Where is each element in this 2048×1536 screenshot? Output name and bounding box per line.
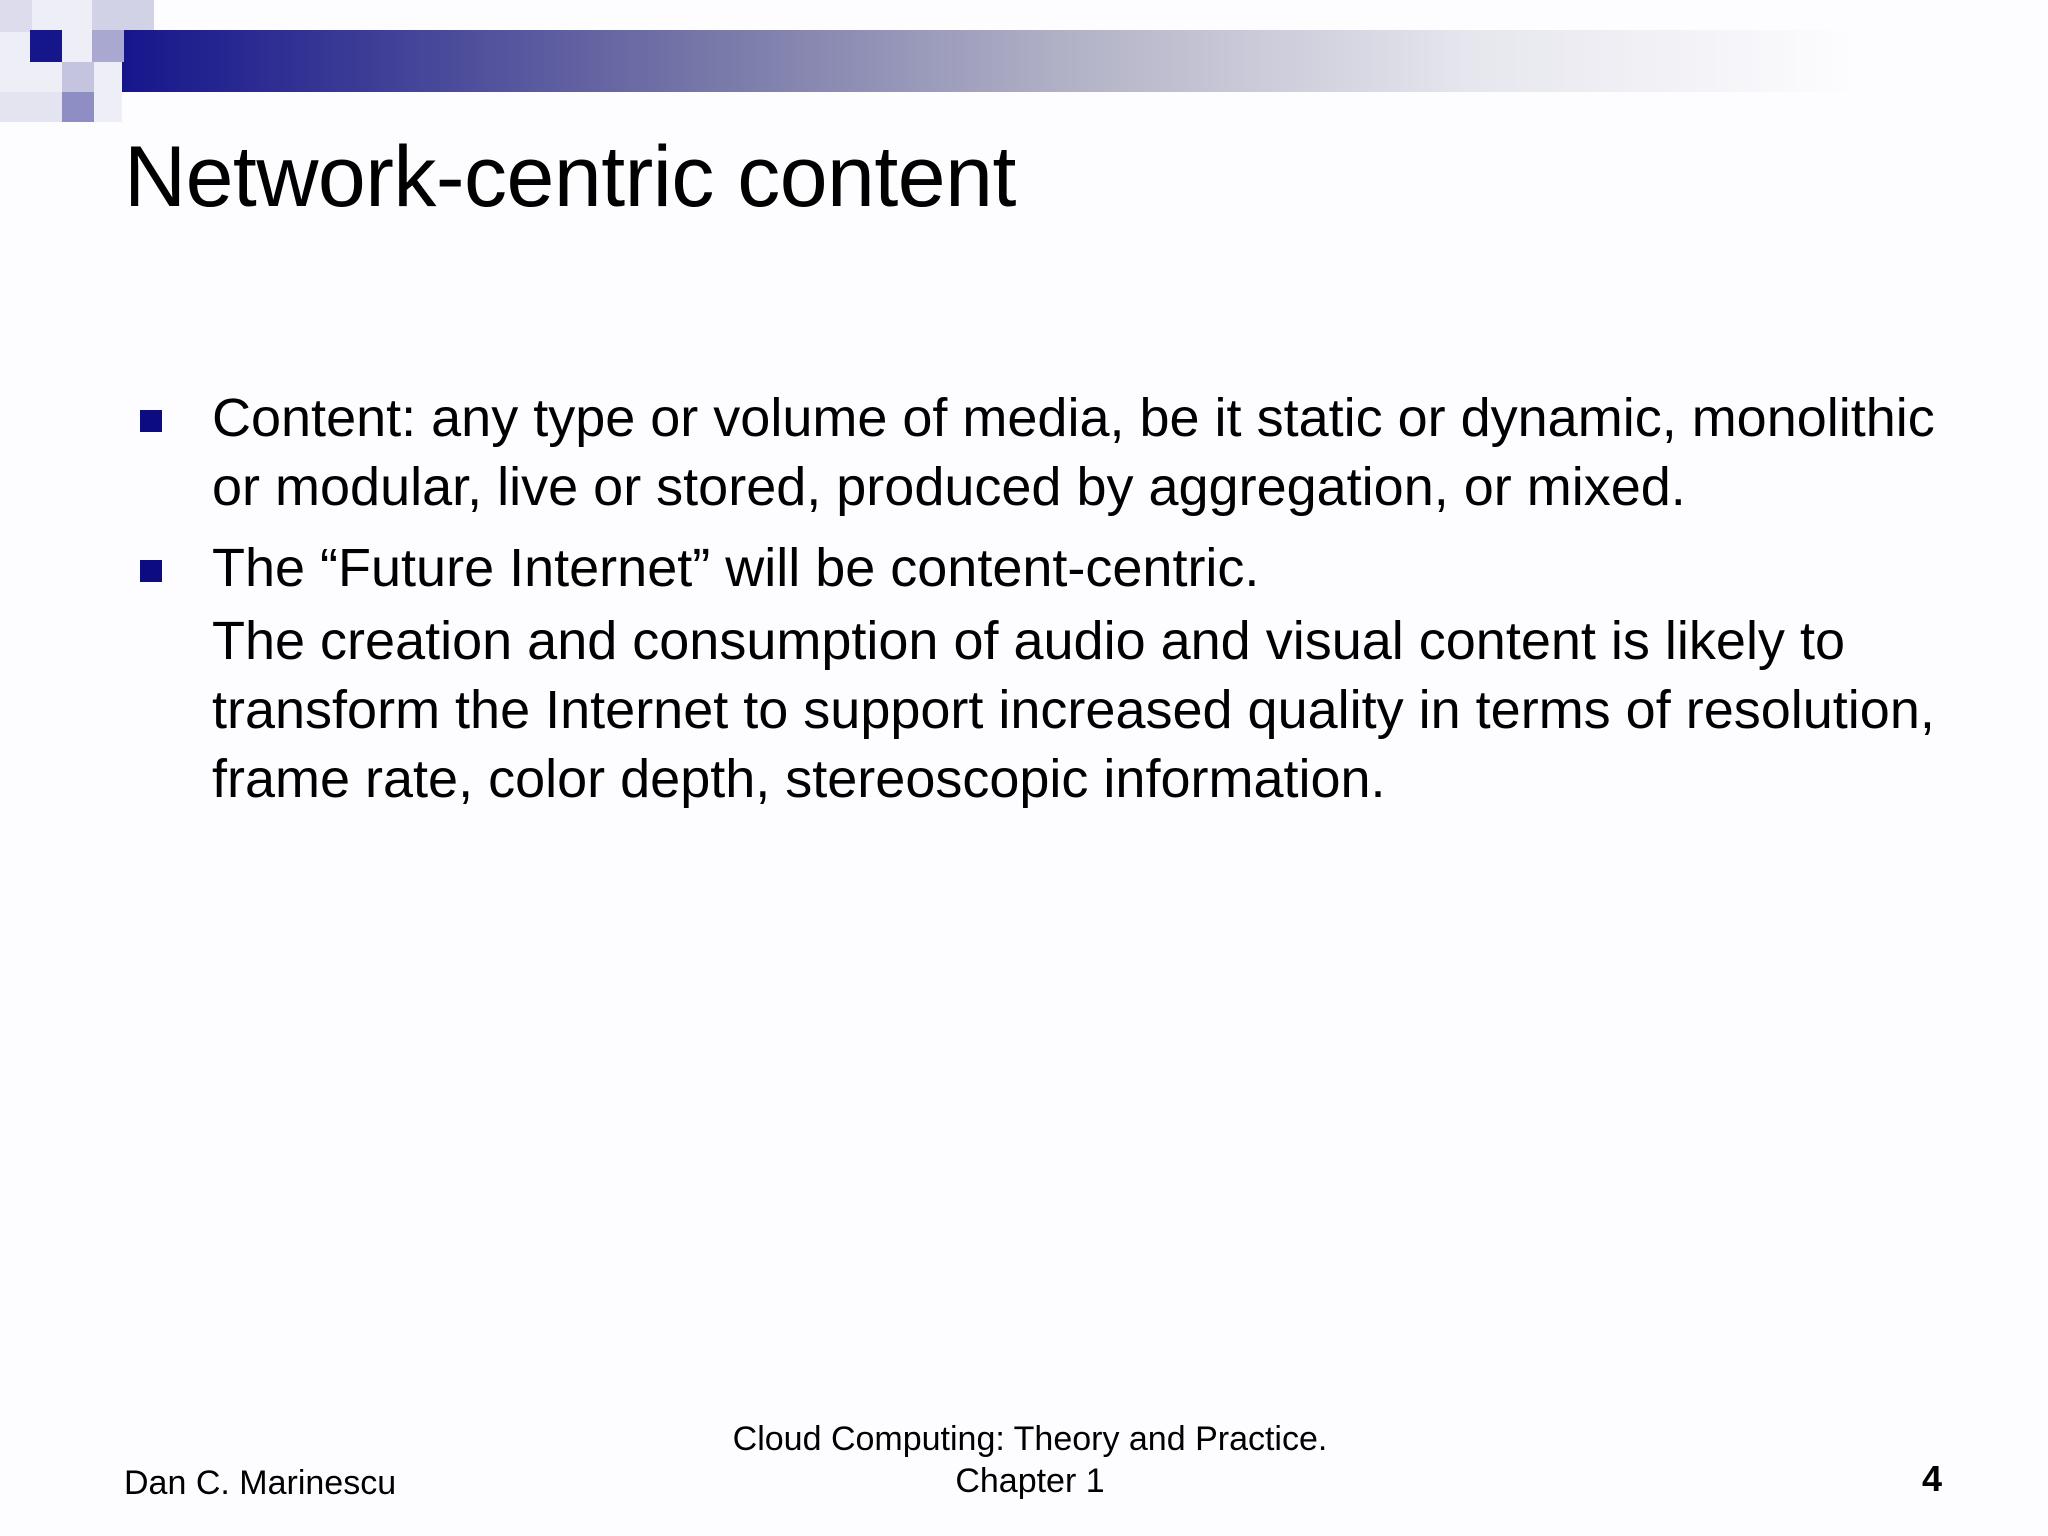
paragraph-text: The creation and consumption of audio and visual content is likely to transform the Internet to support increased quality in terms of resolution, frame rate, color depth, stereoscopic information. [212,611,1935,809]
decor-square [92,0,154,30]
continuation-paragraph [136,607,1976,814]
decor-square [0,0,32,32]
square-bullet-icon [140,410,162,432]
bullet-item [136,384,1976,522]
footer-author: Dan C. Marinescu [124,1464,397,1502]
decor-square [62,62,94,94]
page-number: 4 [1921,1458,1942,1499]
bullet-text: Content: any type or volume of media, be it static or dynamic, monolithic or modular, live or stored, produced by aggregation, or mixed. [212,388,1935,517]
decor-square [30,30,62,62]
footer-book-line1: Cloud Computing: Theory and Practice. [732,1420,1328,1458]
slide-body [136,384,1976,826]
slide-title: Network-centric content [124,129,1016,225]
bullet-text: The “Future Internet” will be content-centric. [212,538,1260,598]
decor-square [92,30,124,62]
decor-square [0,92,62,122]
footer-book-title [660,1418,1400,1502]
square-bullet-icon [140,560,162,582]
decor-square [62,92,94,122]
bullet-item [136,534,1976,603]
footer-book-line2: Chapter 1 [955,1462,1105,1500]
header-gradient-bar [122,30,2048,92]
